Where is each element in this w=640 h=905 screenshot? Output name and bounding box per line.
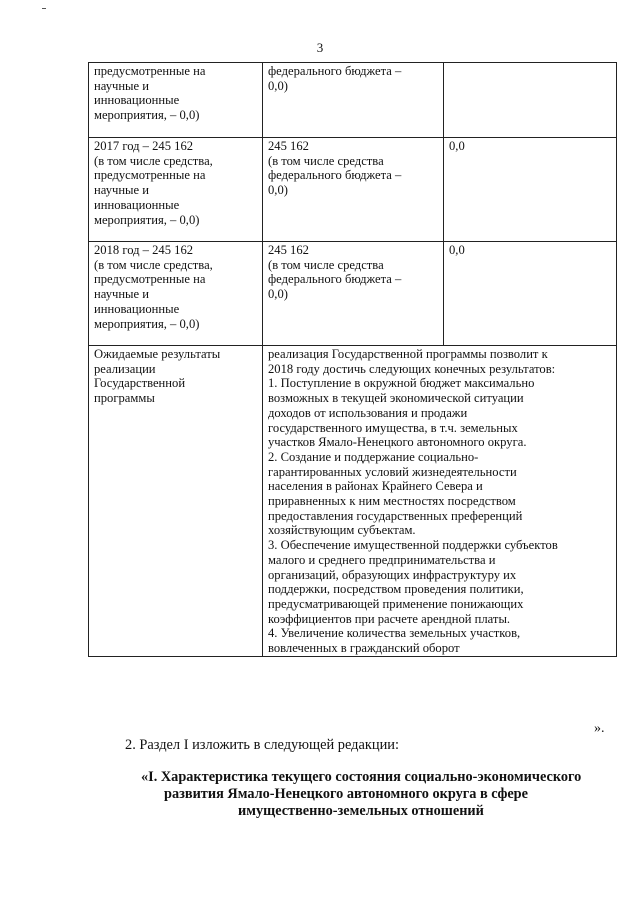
text-line: (в том числе средства — [268, 257, 384, 272]
heading-line: «I. Характеристика текущего состояния социально-экономического — [141, 769, 582, 785]
text-line: возможных в текущей экономической ситуации — [268, 391, 524, 406]
text-line: 0,0) — [268, 183, 288, 198]
funding-total-cell — [89, 63, 263, 138]
funding-federal-cell — [444, 63, 617, 138]
text-line: научные и — [94, 287, 149, 302]
text-line: реализация Государственной программы позволит к — [268, 347, 548, 361]
text-line: 0,0 — [449, 139, 465, 153]
text-line: населения в районах Крайнего Севера и — [268, 479, 483, 494]
text-line: хозяйствующим субъектам. — [268, 523, 416, 538]
funding-district-cell — [263, 63, 444, 138]
funding-total-cell — [89, 242, 263, 346]
text-line: 245 162 — [268, 139, 309, 153]
text-line: инновационные — [94, 301, 180, 316]
text-line: предусмотренные на — [94, 168, 206, 183]
text-line: государственного имущества, в т.ч. земельных — [268, 420, 518, 435]
text-line: федерального бюджета – — [268, 272, 402, 287]
text-line: малого и среднего предпринимательства и — [268, 552, 496, 567]
text-line: 2. Создание и поддержание социально- — [268, 449, 479, 464]
text-line: Государственной — [94, 376, 186, 391]
text-line: 245 162 — [268, 243, 309, 257]
text-line: поддержки, посредством проведения политики, — [268, 582, 524, 597]
text-line: 2018 году достичь следующих конечных результатов: — [268, 361, 556, 376]
funding-district-cell — [263, 138, 444, 242]
text-line: мероприятия, – 0,0) — [94, 108, 200, 123]
text-line: мероприятия, – 0,0) — [94, 212, 200, 227]
text-line: мероприятия, – 0,0) — [94, 316, 200, 331]
funding-total-cell — [89, 138, 263, 242]
text-line: научные и — [94, 78, 149, 93]
text-line: 4. Увеличение количества земельных участков, — [268, 626, 521, 641]
text-line: (в том числе средства — [268, 153, 384, 168]
results-content-cell — [263, 346, 617, 657]
text-line: Ожидаемые результаты — [94, 347, 221, 361]
heading-line: имущественно-земельных отношений — [238, 803, 484, 819]
text-line: научные и — [94, 183, 149, 198]
text-line: предоставления государственных преференций — [268, 508, 523, 523]
text-line: приравненных к ним местностях посредством — [268, 494, 516, 509]
text-line: инновационные — [94, 197, 180, 212]
text-line: организаций, образующих инфраструктуру их — [268, 567, 517, 582]
text-line: федерального бюджета – — [268, 168, 402, 183]
table-row — [89, 63, 617, 138]
table-row — [89, 346, 617, 657]
funding-federal-cell — [444, 138, 617, 242]
closing-quote: ». — [594, 721, 605, 736]
table-row — [89, 242, 617, 346]
text-line: предусматривающей применение понижающих — [268, 596, 524, 611]
text-line: 0,0) — [268, 78, 288, 93]
results-label-cell — [89, 346, 263, 657]
text-line: 2018 год – 245 162 — [94, 243, 194, 257]
text-line: коэффициентов при расчете арендной платы. — [268, 611, 511, 626]
page-number: 3 — [316, 40, 324, 55]
text-line: доходов от использования и продажи — [268, 405, 468, 420]
text-line: программы — [94, 391, 155, 406]
text-line: федерального бюджета – — [268, 64, 402, 78]
text-line: 3. Обеспечение имущественной поддержки субъектов — [268, 538, 558, 553]
text-line: 0,0 — [449, 243, 465, 257]
text-line: 0,0) — [268, 287, 288, 302]
text-line: реализации — [94, 361, 156, 376]
text-line: (в том числе средства, — [94, 257, 213, 272]
text-line: гарантированных условий жизнедеятельности — [268, 464, 517, 479]
section-instruction: 2. Раздел I изложить в следующей редакции: — [125, 737, 399, 753]
program-table — [88, 62, 617, 657]
text-line: 1. Поступление в окружной бюджет максимально — [268, 376, 535, 391]
text-line: предусмотренные на — [94, 64, 206, 78]
funding-district-cell — [263, 242, 444, 346]
text-line: 2017 год – 245 162 — [94, 139, 194, 153]
text-line: (в том числе средства, — [94, 153, 213, 168]
section-heading — [124, 769, 582, 820]
text-line: участков Ямало-Ненецкого автономного округа. — [268, 435, 527, 450]
table-row — [89, 138, 617, 242]
text-line: предусмотренные на — [94, 272, 206, 287]
heading-line: развития Ямало-Ненецкого автономного округа в сфере — [164, 786, 528, 802]
text-line: вовлеченных в гражданский оборот — [268, 641, 460, 656]
funding-federal-cell — [444, 242, 617, 346]
text-line: инновационные — [94, 93, 180, 108]
scan-mark — [42, 8, 46, 9]
